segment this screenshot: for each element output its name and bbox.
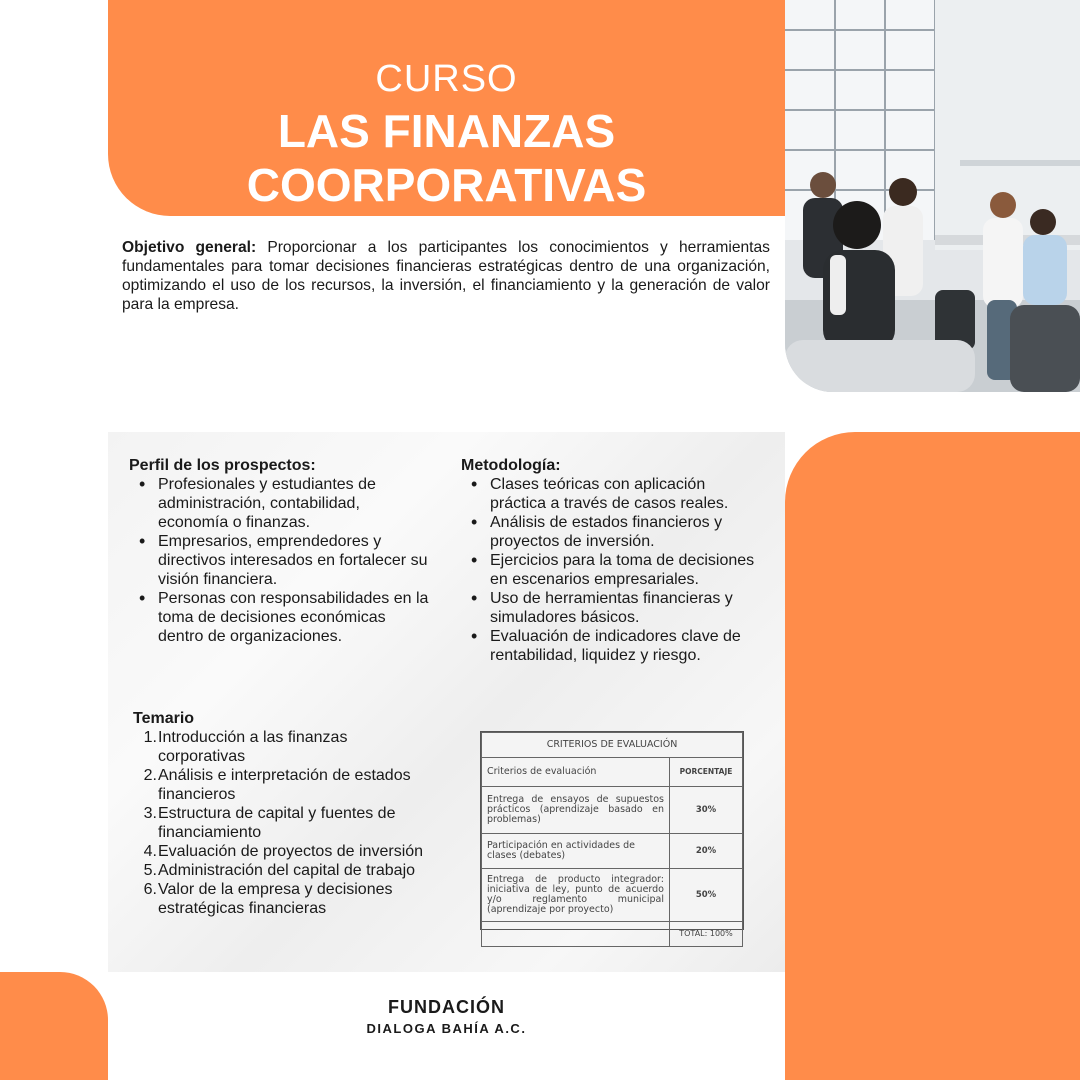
profile-title: Perfil de los prospectos: [129, 457, 316, 474]
list-item [133, 804, 433, 842]
list-item [133, 880, 433, 918]
percent-cell: 30% [670, 787, 743, 834]
column-header-percent: PORCENTAJE [670, 758, 743, 787]
table-row [482, 834, 743, 869]
total-cell: TOTAL: 100% [670, 922, 743, 947]
list-item: • Personas con responsabilidades en la toma de decisiones económicas dentro de organizaciones. [129, 589, 429, 646]
course-title [108, 104, 785, 212]
evaluation-table [480, 731, 744, 938]
course-title-line1: LAS FINANZAS [277, 105, 616, 157]
list-item [133, 766, 433, 804]
foundation-name: FUNDACIÓN [388, 997, 505, 1017]
column-header-criteria: Criterios de evaluación [482, 758, 670, 787]
list-item: • Evaluación de indicadores clave de rentabilidad, liquidez y riesgo. [461, 627, 761, 665]
list-item: • Empresarios, emprendedores y directivos interesados en fortalecer su visión financiera. [129, 532, 429, 589]
table-row [482, 869, 743, 922]
criteria-cell: Entrega de producto integrador: iniciativa de ley, punto de acuerdo y/o reglamento municipal (aprendizaje por proyecto) [482, 869, 670, 922]
office-meeting-photo [785, 0, 1080, 392]
methodology-section [461, 457, 761, 665]
objective-paragraph [122, 238, 770, 314]
profile-list [129, 475, 429, 646]
item-number: 6. [143, 881, 157, 898]
item-text: Administración del capital de trabajo [158, 862, 416, 879]
objective-label: Objetivo general: [122, 239, 257, 256]
criteria-cell: Entrega de ensayos de supuestos prácticos (aprendizaje basado en problemas) [482, 787, 670, 834]
list-item: • Uso de herramientas financieras y simuladores básicos. [461, 589, 761, 627]
item-number: 1. [143, 729, 157, 746]
item-number: 4. [143, 843, 157, 860]
decorative-orange-panel [785, 432, 1080, 1080]
list-item [133, 861, 433, 880]
item-number: 3. [143, 805, 157, 822]
item-text: Análisis e interpretación de estados financieros [158, 767, 411, 803]
item-text: Evaluación de proyectos de inversión [158, 843, 424, 860]
list-item [133, 728, 433, 766]
objective-text: Proporcionar a los participantes los conocimientos y herramientas fundamentales para tomar decisiones financieras estratégicas dentro de una organización, optimizando el uso de los recursos, la inversión, el financiamiento y la generación de valor para la empresa. [122, 239, 770, 313]
table-caption: CRITERIOS DE EVALUACIÓN [482, 733, 743, 758]
table-row [482, 787, 743, 834]
item-text: Estructura de capital y fuentes de financiamiento [158, 805, 396, 841]
list-item: • Análisis de estados financieros y proyectos de inversión. [461, 513, 761, 551]
course-label: CURSO [375, 58, 518, 100]
table-row [482, 922, 743, 947]
percent-cell: 50% [670, 869, 743, 922]
syllabus-section [133, 710, 433, 918]
item-text: Valor de la empresa y decisiones estratégicas financieras [158, 881, 393, 917]
decorative-corner [0, 972, 108, 1080]
item-number: 2. [143, 767, 157, 784]
item-number: 5. [143, 862, 157, 879]
criteria-cell: Participación en actividades de clases (debates) [482, 834, 670, 869]
list-item: • Clases teóricas con aplicación práctica a través de casos reales. [461, 475, 761, 513]
foundation-subtitle: DIALOGA BAHÍA A.C. [366, 1021, 527, 1036]
list-item: • Ejercicios para la toma de decisiones en escenarios empresariales. [461, 551, 761, 589]
item-text: Introducción a las finanzas corporativas [158, 729, 348, 765]
syllabus-list [133, 728, 433, 918]
list-item [133, 842, 433, 861]
list-item: • Profesionales y estudiantes de administración, contabilidad, economía o finanzas. [129, 475, 429, 532]
syllabus-title: Temario [133, 710, 195, 727]
empty-cell [482, 922, 670, 947]
course-title-line2: COORPORATIVAS [246, 159, 647, 211]
percent-cell: 20% [670, 834, 743, 869]
profile-section [129, 457, 429, 646]
methodology-list [461, 475, 761, 665]
methodology-title: Metodología: [461, 457, 561, 474]
